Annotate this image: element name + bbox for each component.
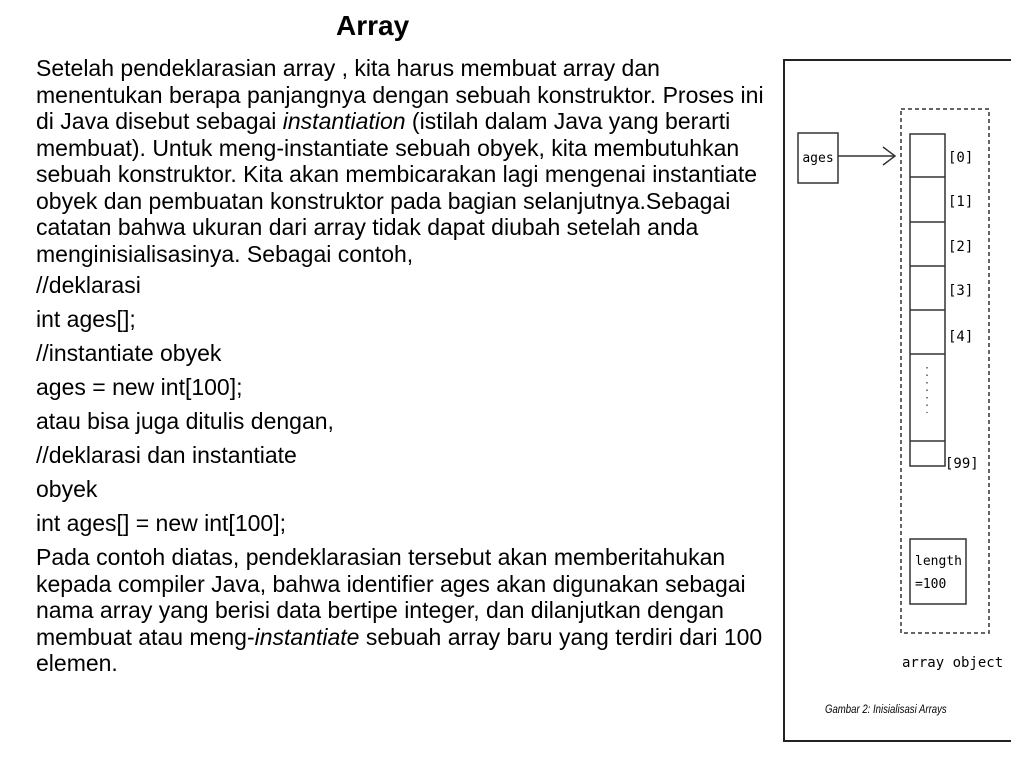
closing-emphasis: instantiate (254, 623, 360, 650)
variable-label: ages (802, 151, 834, 166)
length-value: =100 (915, 577, 947, 592)
index-label: [1] (948, 194, 974, 210)
intro-text-2: (istilah dalam Java yang berarti membuat). Untuk meng-instantiate sebuah obyek, kita membutuhkan sebuah konstruktor. Kita akan membicarakan lagi mengenai instantiate obyek dan pembuatan konstruktor pada bagian selanjutnya.Sebagai catatan bahwa ukuran dari array tidak dapat diubah setelah anda menginisialisasinya. Sebagai contoh, (36, 108, 758, 267)
slide-title: Array (336, 10, 410, 41)
length-label: length (915, 554, 962, 569)
index-label: [2] (948, 239, 974, 255)
figure-caption: Gambar 2: Inisialisasi Arrays (825, 703, 947, 717)
intro-emphasis: instantiation (282, 108, 406, 134)
code-line: //deklarasi dan instantiate (36, 442, 297, 468)
code-line: //deklarasi (36, 272, 141, 298)
code-line: int ages[] = new int[100]; (36, 510, 286, 536)
intro-text-1: Setelah pendeklarasian array , kita harus membuat array dan menentukan berapa panjangnya dengan sebuah konstruktor. Proses ini di Java disebut sebagai (36, 55, 764, 134)
index-label: [4] (948, 329, 974, 345)
code-line: obyek (36, 476, 98, 502)
array-diagram (783, 59, 1011, 742)
text-line: atau bisa juga ditulis dengan, (36, 408, 334, 434)
slide-body (36, 55, 781, 684)
code-line: ages = new int[100]; (36, 374, 243, 400)
array-diagram-svg (785, 61, 1013, 744)
index-label: [0] (948, 150, 974, 166)
closing-paragraph (36, 544, 781, 677)
array-object-label: array object (902, 655, 1004, 671)
element-cells (910, 134, 945, 466)
index-label: [3] (948, 283, 974, 299)
code-line: int ages[]; (36, 306, 136, 332)
closing-text-2: sebuah array baru yang terdiri dari 100 elemen. (36, 623, 763, 676)
closing-text-1: Pada contoh diatas, pendeklarasian tersebut akan memberitahukan kepada compiler Java, bahwa identifier ages akan digunakan sebagai nama array yang berisi data bertipe integer, dan dilanjutkan dengan membuat atau meng- (36, 544, 746, 650)
index-label: [99] (945, 456, 979, 472)
intro-paragraph (36, 55, 781, 267)
length-box (910, 539, 966, 604)
code-line: //instantiate obyek (36, 340, 222, 366)
